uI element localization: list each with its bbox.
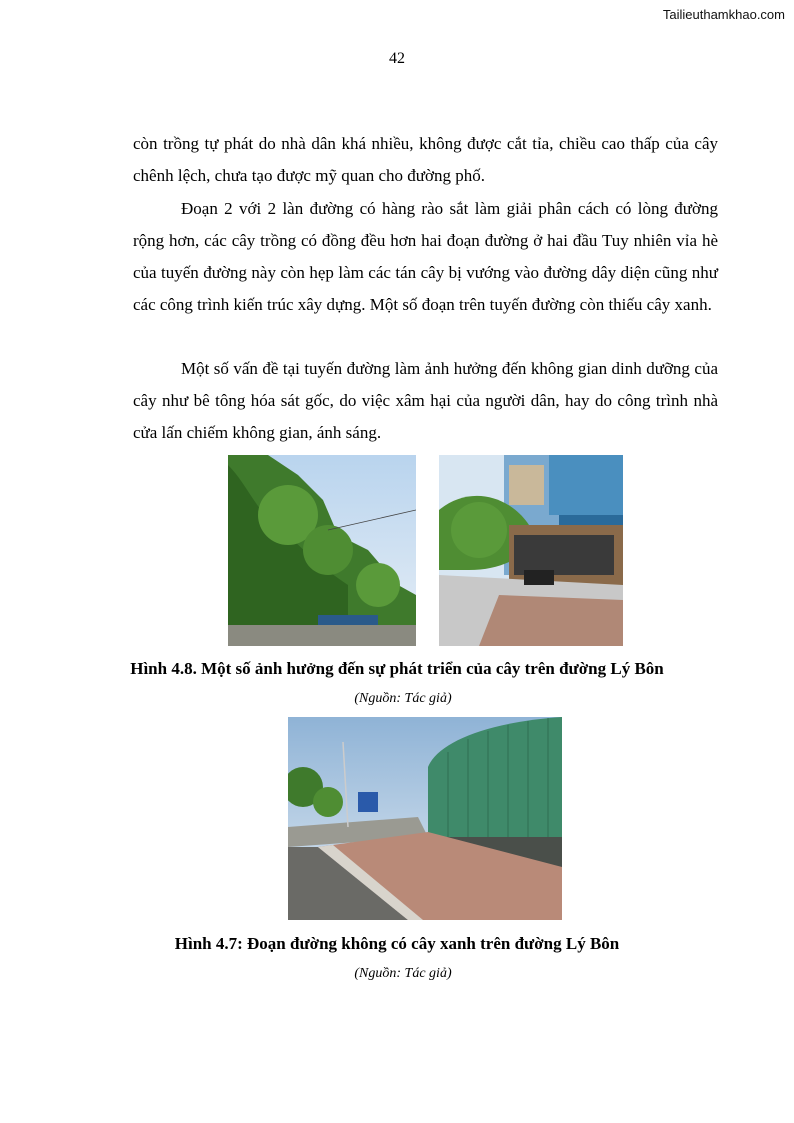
shopfront-photo [439, 455, 623, 646]
paragraph-1: còn trồng tự phát do nhà dân khá nhiều, không được cắt tỉa, chiều cao thấp của cây chênh lệch, chưa tạo được mỹ quan cho đường phố. [133, 134, 718, 185]
fence-street-photo [288, 717, 562, 920]
paragraph-3: Một số vấn đề tại tuyến đường làm ảnh hưởng đến không gian dinh dưỡng của cây như bê tông hóa sát gốc, do việc xâm hại của người dân, hay do công trình nhà cửa lấn chiếm không gian, ánh sáng. [133, 359, 718, 442]
figure-source-4-7: (Nguồn: Tác giả) [354, 966, 452, 981]
figure-caption-4-7: Hình 4.7: Đoạn đường không có cây xanh trên đường Lý Bôn [174, 934, 620, 953]
tree-street-photo [228, 455, 416, 646]
watermark: Tailieuthamkhao.com [662, 7, 785, 22]
figure-caption-4-8: Hình 4.8. Một số ảnh hưởng đến sự phát triển của cây trên đường Lý Bôn [130, 659, 664, 678]
figure-source-4-8: (Nguồn: Tác giả) [354, 691, 452, 706]
paragraph-2: Đoạn 2 với 2 làn đường có hàng rào sắt làm giải phân cách có lòng đường rộng hơn, các cây trồng có đồng đều hơn hai đoạn đường ở hai đầu Tuy nhiên vỉa hè của tuyến đường này còn hẹp làm các tán cây bị vướng vào đường dây diện cũng như các công trình kiến trúc xây dựng. Một số đoạn trên tuyến đường còn thiếu cây xanh. [133, 199, 718, 314]
page-number: 42 [389, 50, 405, 67]
